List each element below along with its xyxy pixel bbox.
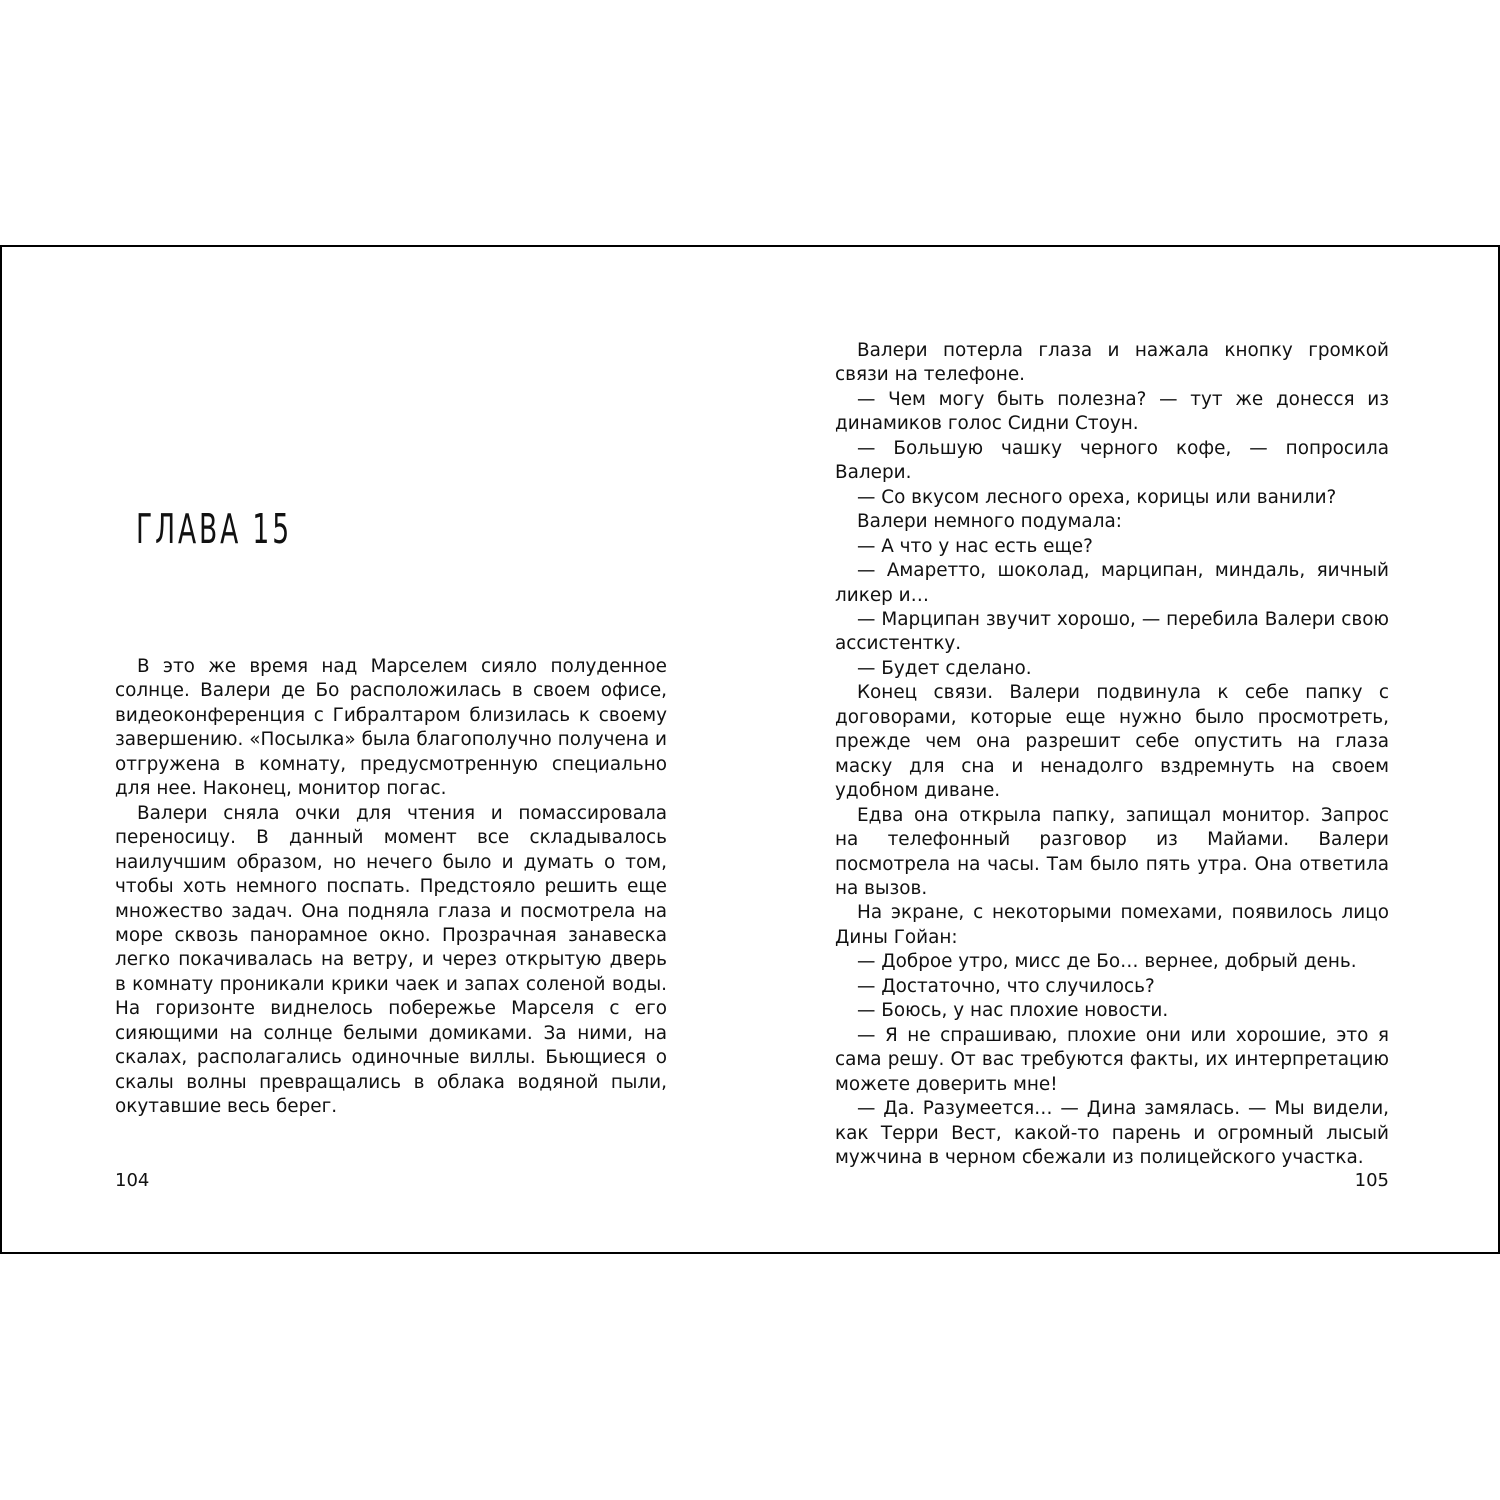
right-page-text (835, 339, 1389, 1170)
paragraph: — Будет сделано. (857, 657, 1032, 679)
paragraph: — Достаточно, что случилось? (857, 975, 1155, 997)
page-number-right: 105 (1354, 1170, 1389, 1191)
paragraph: — Боюсь, у нас плохие новости. (857, 1000, 1169, 1022)
paragraph: На экране, с некоторыми помехами, появилось лицо Дины Гойан: (835, 902, 1389, 948)
book-spread (0, 245, 1500, 1254)
paragraph: — Чем могу быть полезна? — тут же донесся из динамиков голос Сидни Стоун. (835, 388, 1389, 435)
paragraph: Валери сняла очки для чтения и помассировала переносицу. В данный момент все складывалось наилучшим образом, но нечего было и думать о том, чтобы хоть немного поспать. Предстояло решить еще множество задач. Она подняла глаза и посмотрела на море сквозь панорамное окно. Прозрачная занавеска легко покачивалась на ветру, и через открытую дверь в комнату проникали крики чаек и запах соленой воды. На горизонте виднелось побережье Марселя с его сияющими на солнце белыми домиками. За ними, на скалах, располагались одиночные виллы. Бьющиеся о скалы волны превращались в облака водяной пыли, окутавшие весь берег. (115, 802, 667, 1118)
paragraph: — Большую чашку черного кофе, — попросила Валери. (835, 437, 1389, 484)
left-page-text (115, 655, 667, 1120)
page-number-left: 104 (115, 1170, 150, 1191)
paragraph: — А что у нас есть еще? (857, 535, 1093, 557)
paragraph: Конец связи. Валери подвинула к себе папку с договорами, которые еще нужно было просмотреть, прежде чем она разрешит себе опустить на глаза маску для сна и ненадолго вздремнуть на своем удобном диване. (835, 682, 1389, 802)
paragraph: Едва она открыла папку, запищал монитор. Запрос на телефонный разговор из Майами. Валери посмотрела на часы. Там было пять утра. Она ответила на вызов. (835, 804, 1389, 899)
paragraph: — Я не спрашиваю, плохие они или хорошие, это я сама решу. От вас требуются факты, их интерпретацию можете доверить мне! (835, 1024, 1389, 1095)
paragraph: В это же время над Марселем сияло полуденное солнце. Валери де Бо расположилась в своем офисе, видеоконференция с Гибралтаром близилась к своему завершению. «Посылка» была благополучно получена и отгружена в комнату, предусмотренную специально для нее. Наконец, монитор погас. (115, 656, 667, 800)
paragraph: Валери потерла глаза и нажала кнопку громкой связи на телефоне. (835, 340, 1389, 386)
paragraph: — Доброе утро, мисс де Бо… вернее, добрый день. (857, 951, 1357, 973)
paragraph: — Со вкусом лесного ореха, корицы или ванили? (857, 486, 1337, 508)
chapter-title: ГЛАВА 15 (136, 505, 292, 553)
paragraph: — Марципан звучит хорошо, — перебила Валери свою ассистентку. (835, 608, 1389, 655)
paragraph: Валери немного подумала: (857, 511, 1122, 533)
paragraph: — Амаретто, шоколад, марципан, миндаль, яичный ликер и… (835, 560, 1389, 606)
right-page (752, 247, 1498, 1252)
paragraph: — Да. Разумеется… — Дина замялась. — Мы видели, как Терри Вест, какой-то парень и огромный лысый мужчина в черном сбежали из полицейского участка. (835, 1098, 1389, 1168)
left-page (2, 247, 752, 1252)
